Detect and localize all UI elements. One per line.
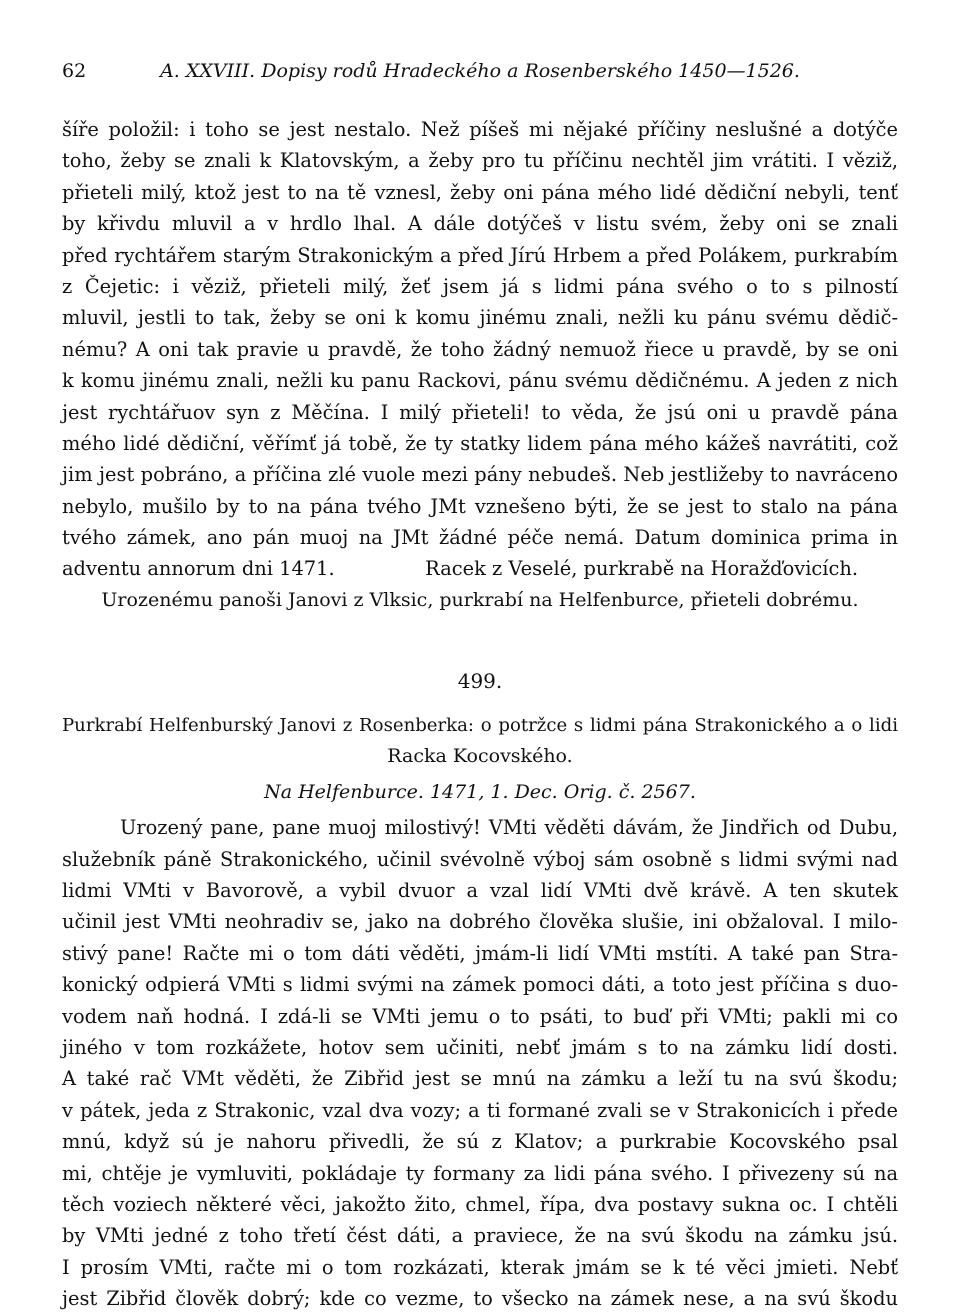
text-line: lidmi VMti v Bavorově, a vybil dvuor a vzal lidí VMti dvě krávě. A ten skutek (62, 879, 898, 903)
text-line: jest Zibřid člověk dobrý; kde co vezme, to všecko na zámek nese, a na svú škodu (62, 1287, 898, 1311)
text-line: nému? A oni tak pravie u pravdě, že toho žádný nemuož řiece u pravdě, by se oni (62, 337, 898, 361)
text-line: jest rychtářuov syn z Měčína. I milý přieteli! to věda, že jsú oni u pravdě pána (62, 400, 898, 424)
text-line: stivý pane! Račte mi o tom dáti věděti, jmám-li lidí VMti mstíti. A také pan Stra- (62, 941, 898, 965)
text-line: nebylo, mušilo by to na pána tvého JMt vznešeno býti, že se jest to stalo na pána (62, 494, 898, 518)
text-line: mluvil, jestli to tak, žeby se oni k komu jinému znali, nežli ku pánu svému dědič- (62, 306, 898, 330)
text-line: mého lidé dědiční, věřímť já tobě, že ty statky lidem pána mého kážeš navrátiti, což (62, 431, 898, 455)
text-line: mi, chtěje je vymluviti, pokládaje ty formany za lidi pána svého. I přivezeny sú na (62, 1161, 898, 1185)
text-line: vodem naň hodná. I zdá-li se VMti jemu o to psáti, to buď při VMti; pakli mi co (62, 1004, 898, 1028)
text-line: přieteli milý, ktož jest to na tě vznesl, žeby oni pána mého lidé dědiční nebyli, tenť (62, 180, 898, 204)
regest-line: Racka Kocovského. (387, 745, 573, 768)
closing-line (62, 553, 898, 584)
running-title: A. XXVIII. Dopisy rodů Hradeckého a Rosenberského 1450—1526. (160, 60, 800, 82)
text-line: A také rač VMt věděti, že Zibřid jest se mnú na zámku a leží tu na svú škodu; (62, 1067, 898, 1091)
text-line: toho, žeby se znali k Klatovským, a žeby pro tu příčinu nechtěl jim vrátiti. I věziž, (62, 149, 898, 173)
closing-date: adventu annorum dni 1471. (62, 557, 335, 581)
letter-body (62, 812, 898, 1314)
letter-address: Urozenému panoši Janovi z Vlksic, purkrabí na Helfenburce, přieteli dobrému. (101, 588, 859, 611)
page-number: 62 (62, 60, 87, 82)
text-line: jim jest pobráno, a příčina zlé vuole mezi pány nebudeš. Neb jestližeby to navráceno (62, 463, 898, 487)
text-line: těch voziech některé věci, jakožto žito, chmel, řípa, dva postavy sukna oc. I chtěli (62, 1192, 898, 1216)
source-note: Na Helfenburce. 1471, 1. Dec. Orig. č. 2567. (264, 781, 696, 804)
text-line: I prosím VMti, račte mi o tom rozkázati, kterak jmám se k té věci jmieti. Nebť (62, 1255, 898, 1279)
text-line: k komu jinému znali, nežli ku panu Rackovi, pánu svému dědičnému. A jeden z nich (62, 369, 898, 393)
text-line: v pátek, jeda z Strakonic, vzal dva vozy; a ti formané zvali se v Strakonicích i přede (62, 1098, 898, 1122)
text-line: by VMti jedné z toho třetí čést dáti, a praviece, že na svú škodu na zámku jsú. (62, 1224, 898, 1248)
document-number: 499. (457, 669, 503, 694)
text-line: před rychtářem starým Strakonickým a před Jírú Hrbem a před Polákem, purkrabím (62, 243, 898, 267)
regest-line: Purkrabí Helfenburský Janovi z Rosenberka: o potržce s lidmi pána Strakonického a o lidi (62, 715, 898, 737)
text-line: šíře položil: i toho se jest nestalo. Než píšeš mi nějaké příčiny neslušné a dotýče (62, 118, 898, 141)
text-line: tvého zámek, ano pán muoj na JMt žádné péče nemá. Datum dominica prima in (62, 526, 898, 550)
text-line: Urozený pane, pane muoj milostivý! VMti věděti dávám, že Jindřich od Dubu, (120, 816, 898, 840)
text-line: jiného v tom rozkážete, hotov sem učiniti, nebť jmám s to na zámku lidí dosti. (62, 1035, 898, 1059)
text-line: mnú, když sú je nahoru přivedli, že sú z Klatov; a purkrabie Kocovského psal (62, 1130, 898, 1154)
regest (62, 710, 898, 772)
text-line: by křivdu mluvil a v hrdlo lhal. A dále dotýčeš v listu svém, žeby oni se znali (62, 212, 898, 236)
page-body (62, 114, 898, 1315)
text-line: z Čejetic: i věziž, přieteli milý, žeť jsem já s lidmi pána svého o to s pilností (62, 274, 898, 298)
previous-letter (62, 114, 898, 616)
text-line: konický odpierá VMti s lidmi svými na zámek pomoci dáti, a toto jest příčina s duo- (62, 973, 898, 997)
text-line: služebník páně Strakonického, učinil svévolně výboj sám osobně s lidmi svými nad (62, 847, 898, 871)
text-line: učinil jest VMti neohradiv se, jako na dobrého člověka slušie, ini obžaloval. I milo- (62, 910, 898, 934)
signature: Racek z Veselé, purkrabě na Horažďovicích. (425, 557, 858, 581)
page-header (62, 60, 898, 90)
